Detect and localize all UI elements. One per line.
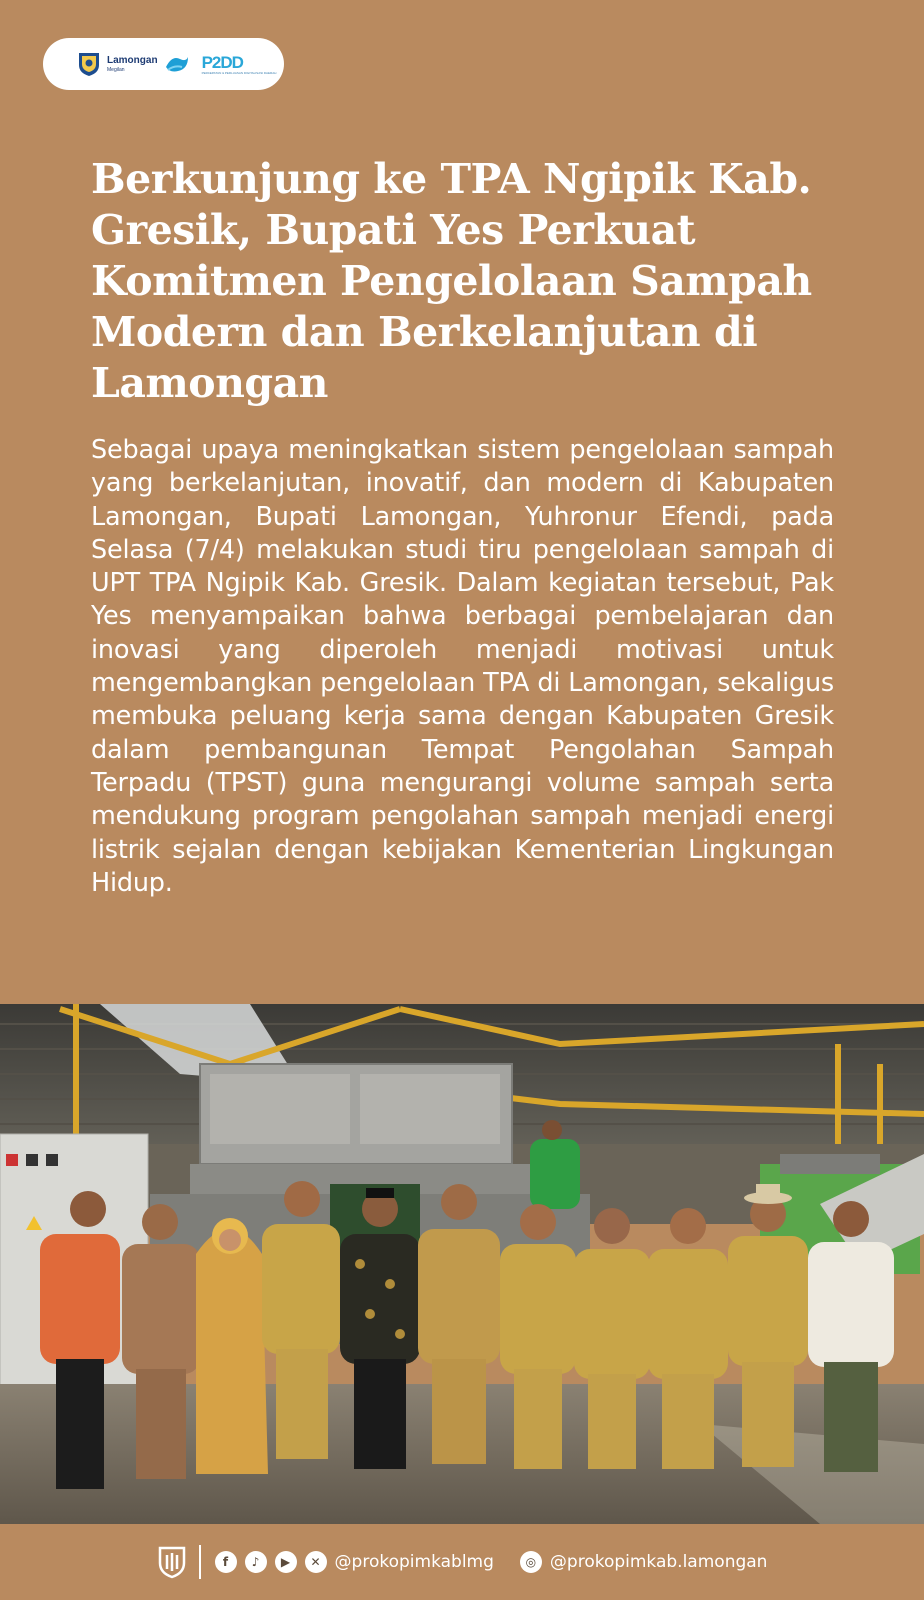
footer-bar [0, 1524, 924, 1600]
pemkab-lamongan-logo-icon [157, 1545, 187, 1579]
social-handle-instagram[interactable]: @prokopimkab.lamongan [549, 1552, 768, 1572]
logo-badge [43, 38, 284, 90]
x-icon[interactable]: ✕ [305, 1551, 327, 1573]
social-handle-primary[interactable]: @prokopimkablmg [334, 1552, 494, 1572]
headline: Berkunjung ke TPA Ngipik Kab. Gresik, Bupati Yes Perkuat Komitmen Pengelolaan Sampah Modern dan Berkelanjutan di Lamongan [91, 155, 812, 407]
youtube-icon[interactable]: ▶ [275, 1551, 297, 1573]
p2dd-subtext: PERCEPATAN & PERLUASAN DIGITALISASI DAERAH [201, 70, 277, 75]
p2dd-text: P2DD [201, 52, 243, 72]
lamongan-seal-icon [77, 51, 101, 77]
lamongan-wordmark [107, 56, 158, 73]
event-photo [0, 1004, 924, 1524]
article-body: Sebagai upaya meningkatkan sistem pengelolaan sampah yang berkelanjutan, inovatif, dan modern di Kabupaten Lamongan, Bupati Lamongan, Yuhronur Efendi, pada Selasa (7/4) melakukan studi tiru pengelolaan sampah di UPT TPA Ngipik Kab. Gresik. Dalam kegiatan tersebut, Pak Yes menyampaikan bahwa berbagai pembelajaran dan inovasi yang diperoleh menjadi motivasi untuk mengembangkan pengelolaan TPA di Lamongan, sekaligus membuka peluang kerja sama dengan Kabupaten Gresik dalam pembangunan Tempat Pengolahan Sampah Terpadu (TPST) guna mengurangi volume sampah serta mendukung program pengolahan sampah menjadi energi listrik sejalan dengan kebijakan Kementerian Lingkungan Hidup. [91, 435, 834, 898]
facebook-icon[interactable]: f [215, 1551, 237, 1573]
wave-logo-icon [164, 53, 190, 75]
logo-main-text: Lamongan [107, 54, 158, 66]
p2dd-logo [202, 54, 277, 75]
instagram-icon[interactable]: ◎ [520, 1551, 542, 1573]
tiktok-icon[interactable]: ♪ [245, 1551, 267, 1573]
logo-sub-text: Megilan [107, 66, 125, 73]
group-photo-illustration [0, 1004, 924, 1524]
footer-divider [199, 1545, 201, 1579]
